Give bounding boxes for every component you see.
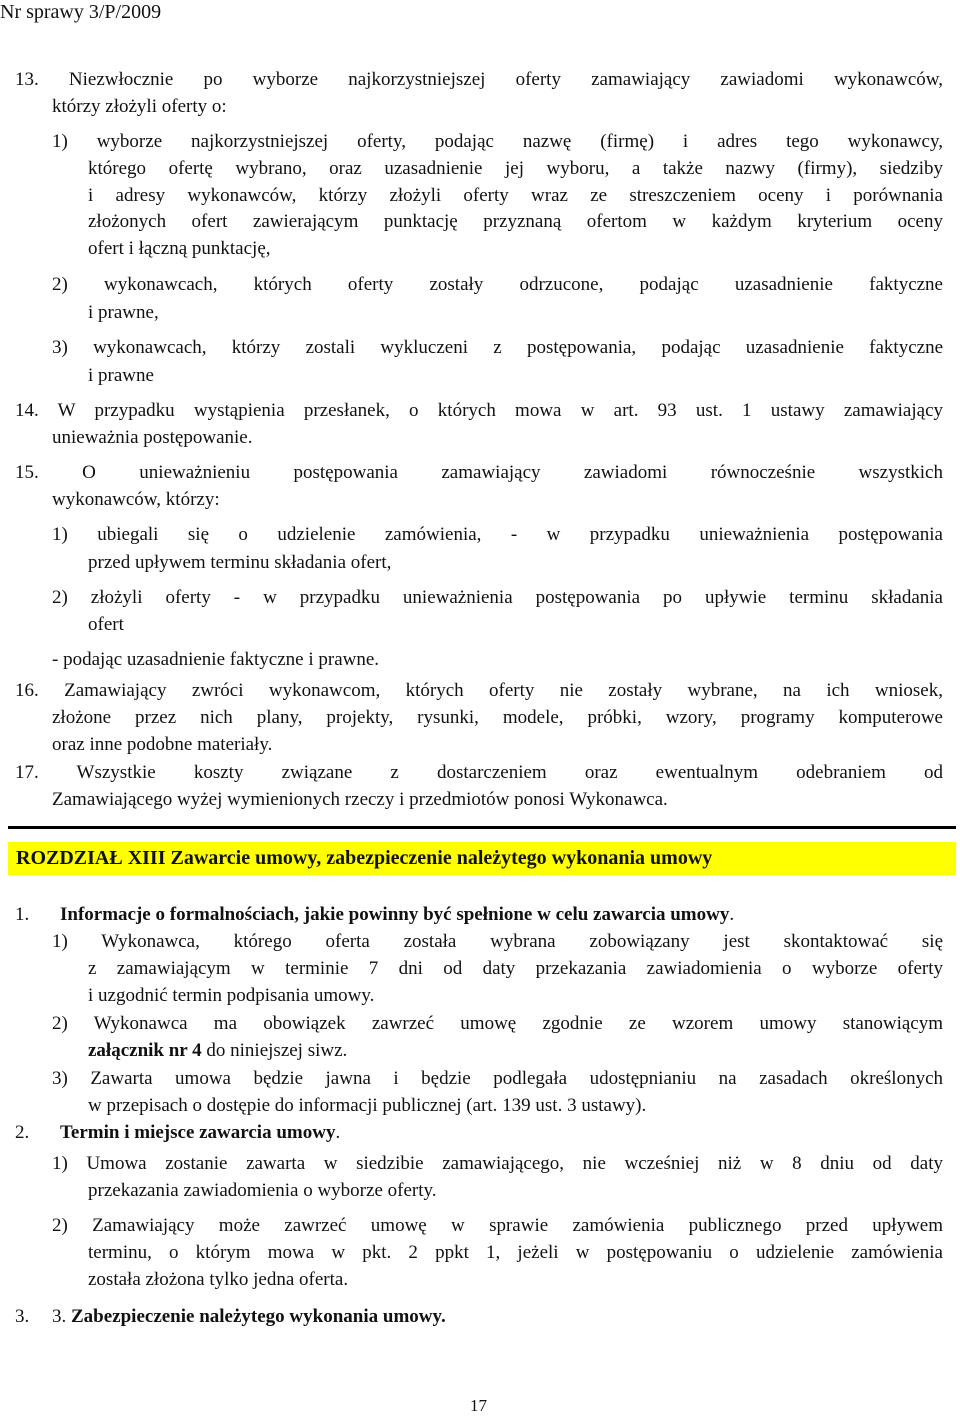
p1-title: Informacje o formalnościach, jakie powinny być spełnione w celu zawarcia umowy (60, 904, 730, 925)
chapter-title: ROZDZIAŁ XIII Zawarcie umowy, zabezpieczenie należytego wykonania umowy (16, 847, 713, 869)
p2-a-l2: przekazania zawiadomienia o wyborze oferty. (88, 1180, 437, 1201)
p1-a-l3: i uzgodnić termin podpisania umowy. (88, 985, 375, 1006)
s16-line-3: oraz inne podobne materiały. (52, 734, 273, 755)
s13-item1-l3: i adresy wykonawców, którzy złożyli oferty wraz ze streszczeniem oceny i porównania (88, 185, 943, 206)
p3-number: 3. (15, 1306, 30, 1327)
s13-item1-l4: złożonych ofert zawierającym punktację przyznaną ofertom w każdym kryterium oceny (88, 211, 943, 232)
p1-b-rest: do niniejszej siwz. (201, 1040, 348, 1061)
s13-line-1: 13. Niezwłocznie po wyborze najkorzystniejszej oferty zamawiający zawiadomi wykonawców, (15, 69, 943, 90)
s15-item1-l2: przed upływem terminu składania ofert, (88, 552, 392, 573)
s13-item1-l1: 1) wyborze najkorzystniejszej oferty, podając nazwę (firmę) i adres tego wykonawcy, (52, 131, 943, 152)
p1-a-l2: z zamawiającym w terminie 7 dni od daty przekazania zawiadomienia o wyborze oferty (88, 958, 943, 979)
p2-number: 2. (15, 1122, 30, 1143)
p2-dot: . (335, 1122, 341, 1143)
p3-heading (52, 1305, 446, 1329)
s13-item2-l1: 2) wykonawcach, których oferty zostały odrzucone, podając uzasadnienie faktyczne (52, 274, 943, 295)
s13-item1-l5: ofert i łączną punktację, (88, 238, 271, 259)
p1-b-l2 (88, 1039, 347, 1063)
attachment-ref: załącznik nr 4 (88, 1040, 202, 1061)
chapter-rule (8, 826, 956, 829)
s17-line-1: 17. Wszystkie koszty związane z dostarczeniem oraz ewentualnym odebraniem od (15, 762, 943, 783)
case-number: Nr sprawy 3/P/2009 (0, 1, 162, 23)
s15-line-2: wykonawców, którzy: (52, 489, 220, 510)
p1-dot: . (729, 904, 735, 925)
s15-item2-l2: ofert (88, 614, 124, 635)
s14-line-2: unieważnia postępowanie. (52, 427, 253, 448)
p2-heading (60, 1121, 340, 1145)
s13-line-2: którzy złożyli oferty o: (52, 96, 227, 117)
s15-tail: - podając uzasadnienie faktyczne i prawne. (52, 649, 380, 670)
s16-line-2: złożone przez nich plany, projekty, rysunki, modele, próbki, wzory, programy komputerowe (52, 707, 943, 728)
s15-item2-l1: 2) złożyli oferty - w przypadku unieważnienia postępowania po upływie terminu składania (52, 587, 943, 608)
s13-item1-l2: którego ofertę wybrano, oraz uzasadnienie jej wyboru, a także nazwy (firmy), siedziby (88, 158, 943, 179)
p1-c-l1: 3) Zawarta umowa będzie jawna i będzie podlegała udostępnianiu na zasadach określonych (52, 1068, 943, 1089)
p2-title: Termin i miejsce zawarcia umowy (60, 1122, 336, 1143)
p2-b-l2: terminu, o którym mowa w pkt. 2 ppkt 1, jeżeli w postępowaniu o udzielenie zamówienia (88, 1242, 943, 1263)
s13-item2-l2: i prawne, (88, 302, 159, 323)
page-number: 17 (470, 1396, 487, 1415)
p1-a-l1: 1) Wykonawca, którego oferta została wybrana zobowiązany jest skontaktować się (52, 931, 943, 952)
p2-a-l1: 1) Umowa zostanie zawarta w siedzibie zamawiającego, nie wcześniej niż w 8 dniu od daty (52, 1153, 943, 1174)
p1-c-l2: w przepisach o dostępie do informacji publicznej (art. 139 ust. 3 ustawy). (88, 1095, 647, 1116)
p2-b-l1: 2) Zamawiający może zawrzeć umowę w sprawie zamówienia publicznego przed upływem (52, 1215, 943, 1236)
s14-line-1: 14. W przypadku wystąpienia przesłanek, o których mowa w art. 93 ust. 1 ustawy zamawiający (15, 400, 943, 421)
p1-number: 1. (15, 904, 30, 925)
s15-item1-l1: 1) ubiegali się o udzielenie zamówienia, - w przypadku unieważnienia postępowania (52, 524, 943, 545)
p1-b-l1: 2) Wykonawca ma obowiązek zawrzeć umowę zgodnie ze wzorem umowy stanowiącym (52, 1013, 943, 1034)
s16-line-1: 16. Zamawiający zwróci wykonawcom, których oferty nie zostały wybrane, na ich wniosek, (15, 680, 943, 701)
p2-b-l3: została złożona tylko jedna oferta. (88, 1269, 349, 1290)
s13-item3-l2: i prawne (88, 365, 154, 386)
p3-title: Zabezpieczenie należytego wykonania umowy. (71, 1306, 446, 1327)
s13-item3-l1: 3) wykonawcach, którzy zostali wykluczeni z postępowania, podając uzasadnienie faktyczne (52, 337, 943, 358)
s15-line-1: 15. O unieważnieniu postępowania zamawiający zawiadomi równocześnie wszystkich (15, 462, 943, 483)
s17-line-2: Zamawiającego wyżej wymienionych rzeczy i przedmiotów ponosi Wykonawca. (52, 789, 668, 810)
p3-subnumber: 3. (52, 1306, 67, 1327)
p1-heading (60, 903, 734, 927)
